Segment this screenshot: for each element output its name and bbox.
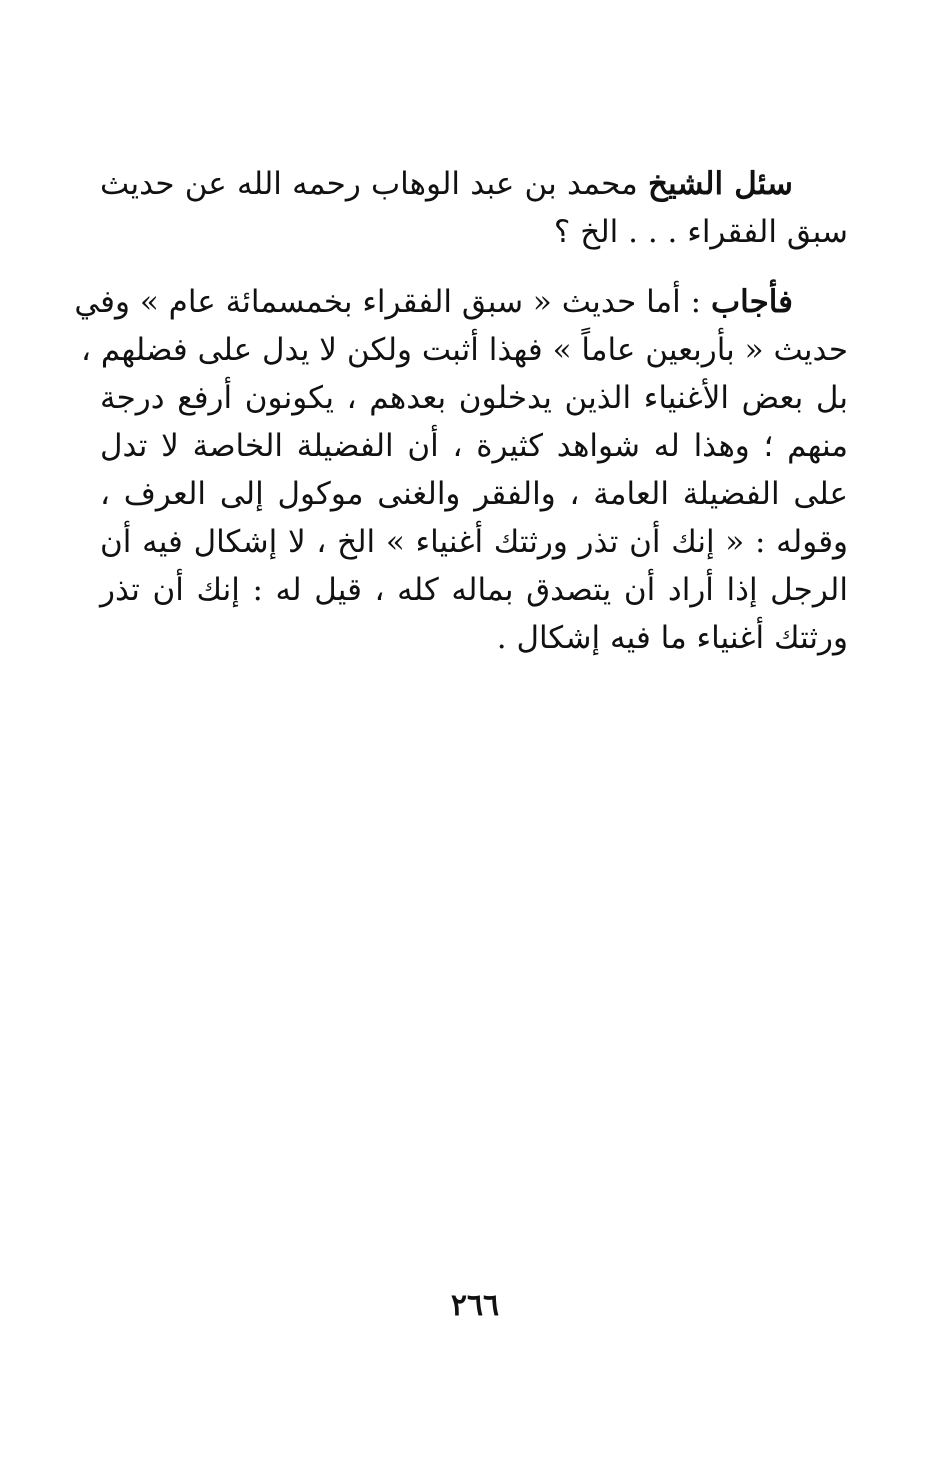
answer-line: الرجل إذا أراد أن يتصدق بماله كله ، قيل له : إنك أن تذر — [100, 572, 848, 608]
answer-line: على الفضيلة العامة ، والفقر والغنى موكول إلى العرف ، — [100, 476, 848, 512]
answer-line: وقوله : « إنك أن تذر ورثتك أغنياء » الخ ، لا إشكال فيه أن — [100, 524, 848, 560]
answer-paragraph — [74, 278, 848, 662]
answer-line-1 — [74, 278, 848, 326]
question-line-2: سبق الفقراء . . . الخ ؟ — [553, 214, 848, 250]
question-line-1 — [100, 160, 848, 208]
question-label: سئل الشيخ — [647, 166, 793, 202]
answer-line: منهم ؛ وهذا له شواهد كثيرة ، أن الفضيلة الخاصة لا تدل — [100, 428, 848, 464]
question-paragraph — [100, 160, 848, 256]
question-line-1-text: محمد بن عبد الوهاب رحمه الله عن حديث — [100, 166, 638, 202]
answer-line: بل بعض الأغنياء الذين يدخلون بعدهم ، يكونون أرفع درجة — [100, 380, 848, 416]
answer-last-line: ورثتك أغنياء ما فيه إشكال . — [496, 620, 848, 656]
page-number: ٢٦٦ — [450, 1288, 500, 1323]
answer-line-1-text: : أما حديث « سبق الفقراء بخمسمائة عام » وفي — [74, 284, 702, 320]
answer-label: فأجاب — [710, 284, 793, 320]
answer-line: حديث « بأربعين عاماً » فهذا أثبت ولكن لا يدل على فضلهم ، — [80, 332, 848, 368]
